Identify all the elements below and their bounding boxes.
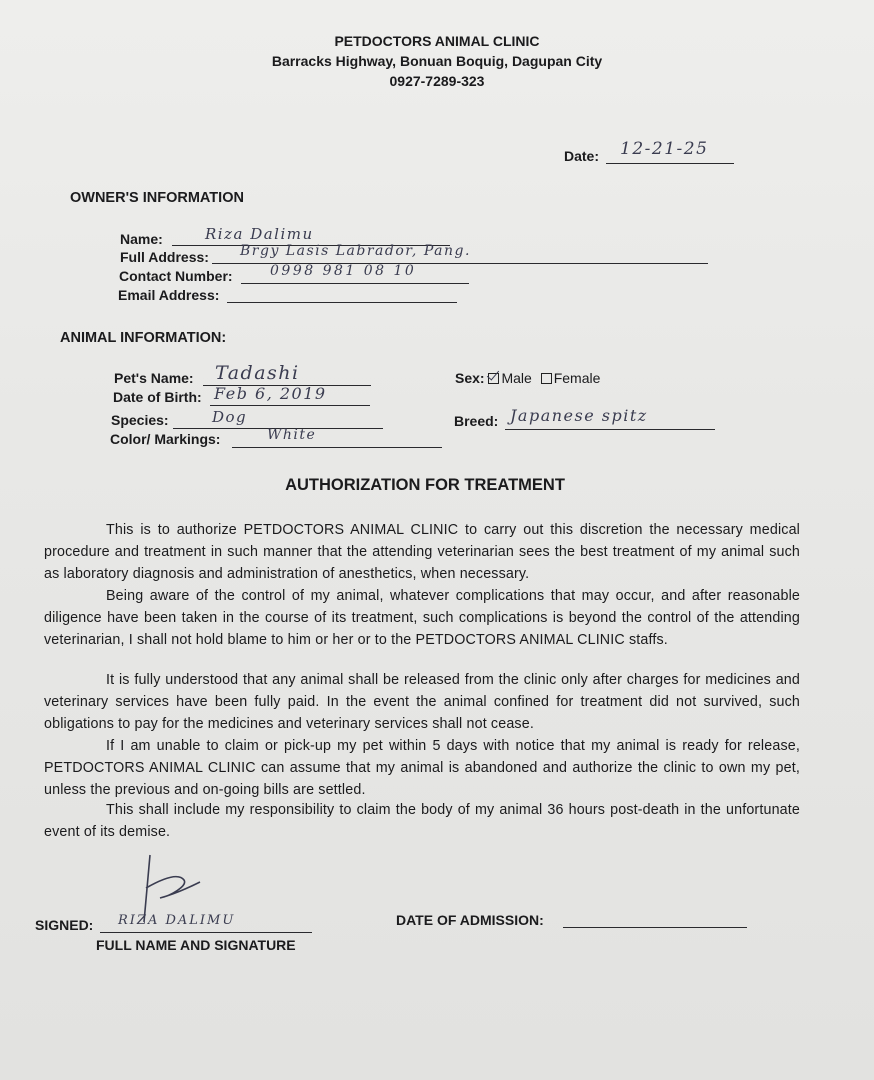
authorization-paragraph-5: This shall include my responsibility to claim the body of my animal 36 hours post-death in the unfortunate event of its demise. bbox=[44, 802, 800, 840]
owner-contact-label: Contact Number: bbox=[119, 268, 233, 284]
owner-contact-field[interactable] bbox=[241, 283, 469, 284]
date-value: 12-21-25 bbox=[620, 139, 709, 159]
signed-field[interactable] bbox=[100, 932, 312, 933]
clinic-phone: 0927-7289-323 bbox=[389, 73, 485, 89]
authorization-paragraph-4: If I am unable to claim or pick-up my pet within 5 days with notice that my animal is ready for release, PETDOCTORS ANIMAL CLINIC can assume that my animal is abandoned and authorize the clinic to own my pet, unless the previous and on-going bills are settled. bbox=[44, 738, 800, 798]
signature-caption: FULL NAME AND SIGNATURE bbox=[96, 937, 296, 953]
date-field[interactable] bbox=[606, 163, 734, 164]
sex-female-label: Female bbox=[553, 370, 601, 386]
pet-name-value: Tadashi bbox=[215, 362, 300, 384]
dob-field[interactable] bbox=[210, 405, 370, 406]
owner-contact-value: 0998 981 08 10 bbox=[270, 263, 417, 279]
color-value: White bbox=[267, 427, 317, 443]
breed-label: Breed: bbox=[454, 413, 499, 429]
owner-email-label: Email Address: bbox=[118, 287, 220, 303]
date-label: Date: bbox=[564, 148, 600, 164]
owner-address-label: Full Address: bbox=[120, 249, 209, 265]
authorization-paragraph-1: This is to authorize PETDOCTORS ANIMAL CLINIC to carry out this discretion the necessary medical procedure and treatment in such manner that the attending veterinarian sees the best treatment of my animal such as laboratory diagnosis and administration of anesthetics, when necessary. bbox=[44, 522, 800, 582]
color-field[interactable] bbox=[232, 447, 442, 448]
authorization-heading: AUTHORIZATION FOR TREATMENT bbox=[285, 476, 565, 494]
breed-field[interactable] bbox=[505, 429, 715, 430]
owner-name-value: Riza Dalimu bbox=[205, 225, 314, 243]
owner-name-label: Name: bbox=[120, 231, 163, 247]
owner-address-value: Brgy Lasis Labrador, Pang. bbox=[240, 243, 471, 259]
admission-field[interactable] bbox=[563, 927, 747, 928]
authorization-paragraph-2: Being aware of the control of my animal, whatever complications that may occur, and after reasonable diligence have been taken in the course of its treatment, such complications is beyond the control of the attending veterinarian, I shall not hold blame to him or her or to the PETDOCTORS ANIMAL CLINIC staffs. bbox=[44, 588, 800, 648]
admission-label: DATE OF ADMISSION: bbox=[396, 912, 544, 928]
sex-male-checkbox[interactable] bbox=[488, 373, 499, 384]
dob-label: Date of Birth: bbox=[113, 389, 202, 405]
owner-heading: OWNER'S INFORMATION bbox=[70, 190, 244, 206]
signed-value: RIZA DALIMU bbox=[118, 913, 236, 928]
sex-label: Sex: bbox=[455, 370, 485, 386]
species-label: Species: bbox=[111, 412, 169, 428]
pet-name-label: Pet's Name: bbox=[114, 370, 194, 386]
sex-female-checkbox[interactable] bbox=[541, 373, 552, 384]
animal-heading: ANIMAL INFORMATION: bbox=[60, 330, 227, 346]
clinic-name: PETDOCTORS ANIMAL CLINIC bbox=[334, 33, 540, 49]
sex-male-label: Male bbox=[501, 370, 532, 386]
breed-value: Japanese spitz bbox=[510, 406, 648, 425]
authorization-paragraph-3: It is fully understood that any animal shall be released from the clinic only after charges for medicines and veterinary services have been fully paid. In the event the animal confined for treatment did not survived, such obligations to pay for the medicines and veterinary services shall not cease. bbox=[44, 672, 800, 732]
clinic-address: Barracks Highway, Bonuan Boquig, Dagupan City bbox=[271, 53, 603, 69]
species-value: Dog bbox=[212, 408, 248, 426]
signed-label: SIGNED: bbox=[35, 917, 94, 933]
color-label: Color/ Markings: bbox=[110, 431, 221, 447]
dob-value: Feb 6, 2019 bbox=[214, 384, 327, 403]
owner-email-field[interactable] bbox=[227, 302, 457, 303]
sex-group bbox=[455, 370, 600, 386]
